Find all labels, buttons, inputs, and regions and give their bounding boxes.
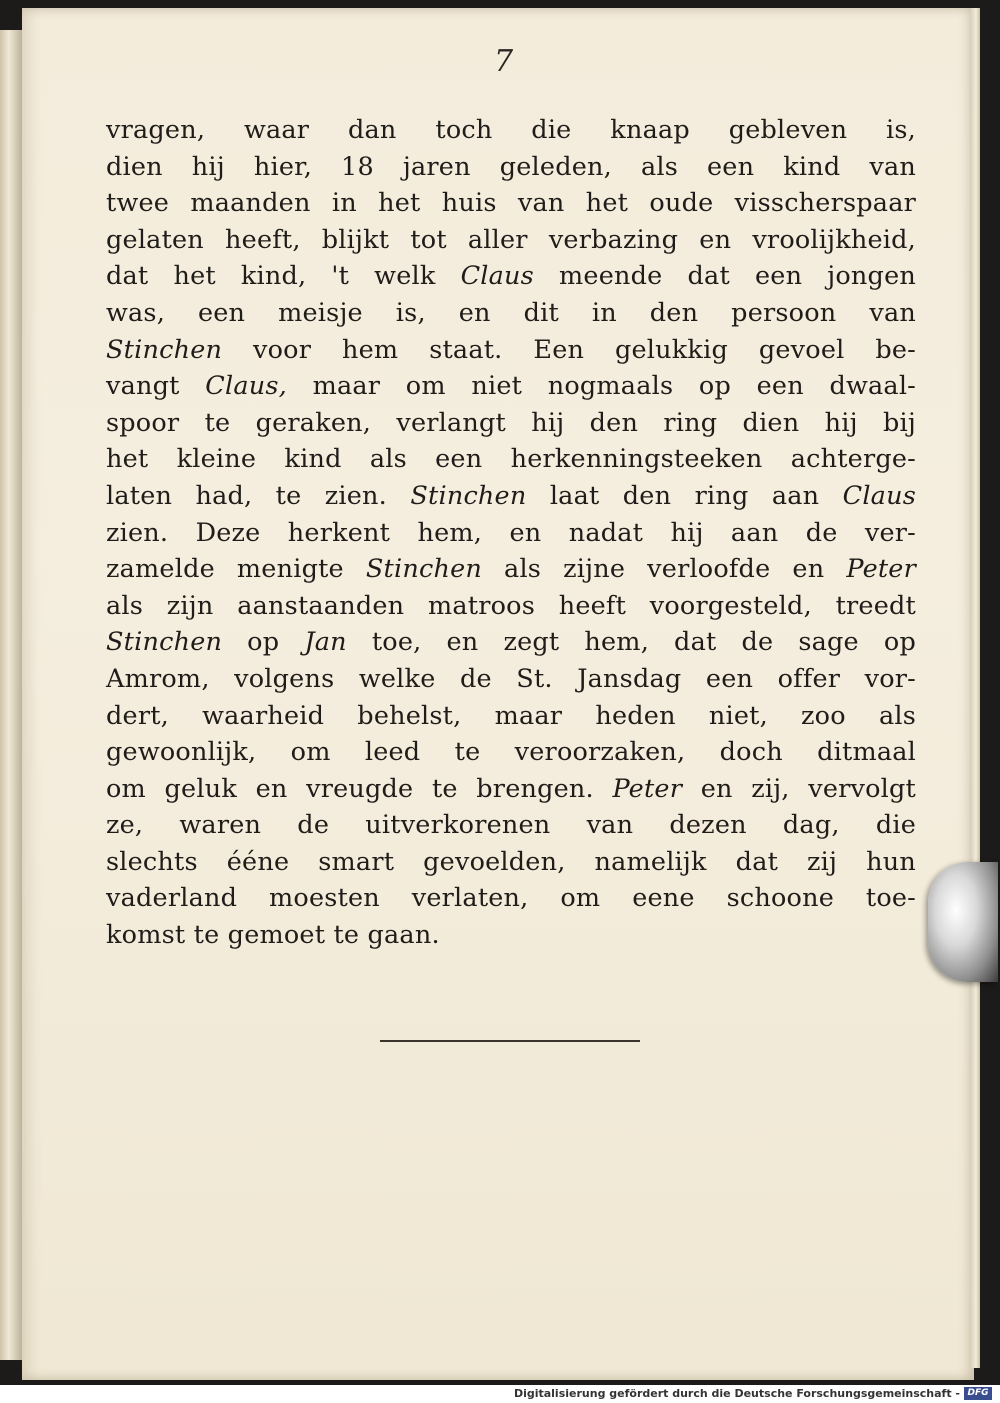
text-line (106, 698, 916, 735)
text-segment: voor hem staat. Een gelukkig gevoel be- (222, 334, 916, 365)
body-text (106, 112, 916, 954)
text-line (106, 185, 916, 222)
text-line (106, 478, 916, 515)
text-segment: om geluk en vreugde te brengen. (106, 773, 613, 804)
text-segment: ze, waren de uitverkorenen van dezen dag, die (106, 810, 916, 841)
text-line (106, 844, 916, 881)
text-segment: gewoonlijk, om leed te veroorzaken, doch ditmaal (106, 737, 916, 768)
text-segment: slechts ééne smart gevoelden, namelijk dat zij hun (106, 846, 916, 877)
text-segment: gelaten heeft, blijkt tot aller verbazing en vroolijkheid, (106, 224, 916, 255)
footer (0, 1385, 1000, 1403)
text-segment: het kleine kind als een herkenningsteeken achterge- (106, 444, 916, 475)
text-segment: Amrom, volgens welke de St. Jansdag een offer vor- (106, 663, 916, 694)
page-right-edge (970, 8, 980, 1368)
text-segment: dert, waarheid behelst, maar heden niet, zoo als (106, 700, 916, 731)
text-line (106, 368, 916, 405)
text-line (106, 222, 916, 259)
text-segment: dat het kind, 't welk (106, 261, 461, 292)
text-segment: maar om niet nogmaals op een dwaal- (286, 371, 916, 402)
italic-name: Peter (612, 773, 683, 804)
italic-name: Peter (846, 554, 916, 585)
text-segment: was, een meisje is, en dit in den persoon van (106, 297, 916, 328)
text-segment: vangt (106, 371, 206, 402)
italic-name: Claus (460, 261, 534, 292)
text-line (106, 661, 916, 698)
italic-name: Stinchen (106, 627, 223, 658)
italic-name: Stinchen (106, 334, 223, 365)
text-segment: als zijn aanstaanden matroos heeft voorgesteld, treedt (106, 590, 916, 621)
text-line (106, 258, 916, 295)
text-line (106, 624, 916, 661)
text-line (106, 332, 916, 369)
text-line (106, 441, 916, 478)
footer-credit: Digitalisierung gefördert durch die Deutsche Forschungsgemeinschaft - (513, 1387, 960, 1400)
text-segment: laten had, te zien. (106, 480, 411, 511)
text-line (106, 515, 916, 552)
text-segment: zamelde menigte (106, 554, 366, 585)
text-segment: meende dat een jongen (533, 261, 916, 292)
text-line (106, 734, 916, 771)
text-segment: als zijne verloofde en (482, 554, 847, 585)
italic-name: Stinchen (410, 480, 527, 511)
text-line (106, 295, 916, 332)
text-segment: komst te gemoet te gaan. (106, 920, 440, 951)
text-segment: toe, en zegt hem, dat de sage op (346, 627, 916, 658)
text-line (106, 149, 916, 186)
text-line (106, 551, 916, 588)
previous-page-edge (0, 30, 22, 1360)
section-end-rule (380, 1040, 640, 1042)
page-clip (928, 862, 998, 982)
text-segment: dien hij hier, 18 jaren geleden, als een kind van (106, 151, 916, 182)
text-segment: op (222, 627, 305, 658)
text-line (106, 112, 916, 149)
italic-name: Jan (304, 627, 347, 658)
text-segment: twee maanden in het huis van het oude visscherspaar (106, 188, 916, 219)
text-segment: zien. Deze herkent hem, en nadat hij aan de ver- (106, 517, 916, 548)
text-segment: vaderland moesten verlaten, om eene schoone toe- (106, 883, 916, 914)
text-line (106, 405, 916, 442)
text-line (106, 880, 916, 917)
italic-name: Claus (842, 480, 916, 511)
text-segment: spoor te geraken, verlangt hij den ring dien hij bij (106, 407, 916, 438)
text-segment: laat den ring aan (526, 480, 843, 511)
text-line (106, 588, 916, 625)
text-line (106, 807, 916, 844)
italic-name: Claus, (205, 371, 287, 402)
text-line (106, 917, 916, 954)
text-segment: en zij, vervolgt (682, 773, 916, 804)
dfg-logo-icon: DFG (964, 1387, 992, 1400)
italic-name: Stinchen (365, 554, 482, 585)
text-segment: vragen, waar dan toch die knaap gebleven is, (106, 115, 916, 145)
page-number: 7 (494, 44, 514, 79)
text-line (106, 771, 916, 808)
